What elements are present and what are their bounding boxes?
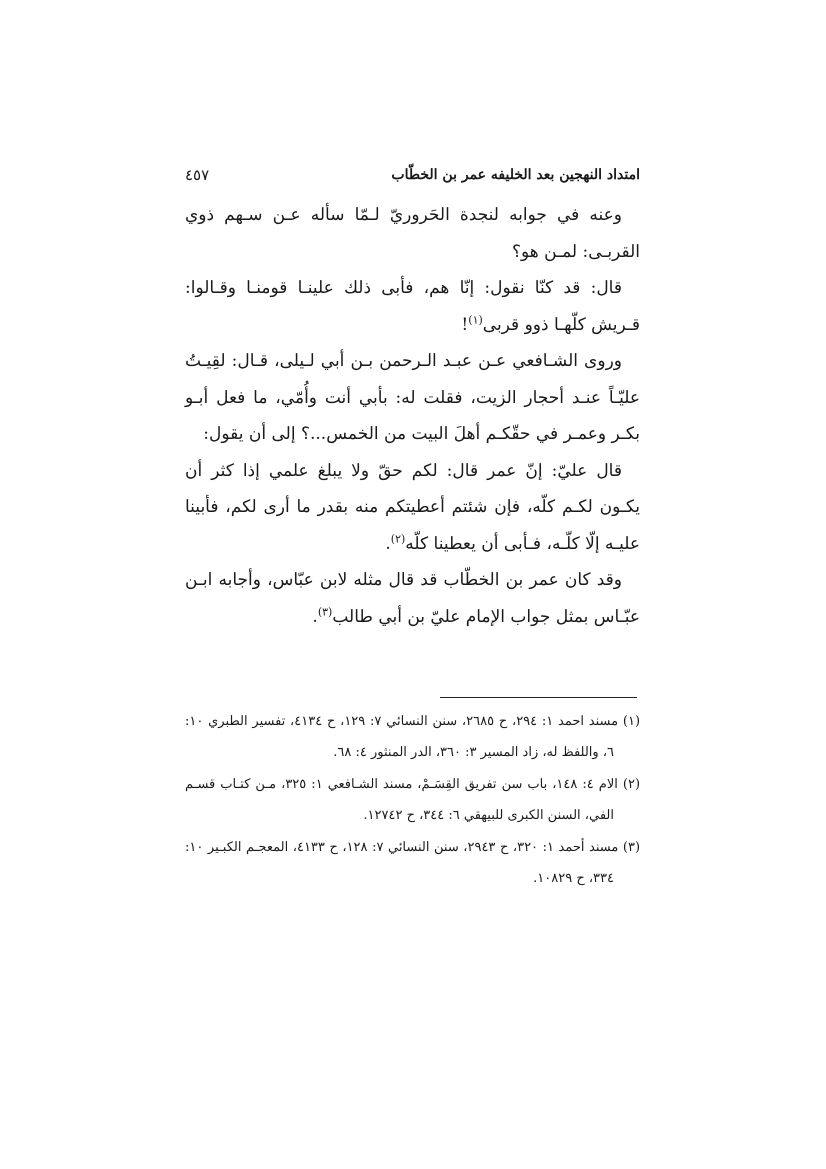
footnote: (٣) مسند أحمد ١: ٣٢٠، ح ٢٩٤٣، سنن النسائي ٧: ١٢٨، ح ٤١٣٣، المعجـم الكبـير ١٠: ٣٣٤، ح ١٠٨٢٩. <box>185 840 641 886</box>
paragraph <box>185 270 640 343</box>
footnote-separator <box>440 697 637 698</box>
paragraph <box>185 562 640 635</box>
paragraph-text: قال: قد كنّا نقول: إنّا هم، فأبى ذلك علينـا قومنـا وقـالوا: قـريش كلّهـا ذوو قربى <box>185 278 640 335</box>
paragraph <box>185 453 640 563</box>
running-header <box>185 160 640 190</box>
page-number: ٤٥٧ <box>185 166 210 184</box>
paragraph <box>185 197 640 270</box>
paragraph-tail: . <box>312 606 318 627</box>
paragraph-tail: . <box>385 533 391 554</box>
paragraph-text: وقد كان عمر بن الخطّاب قد قال مثله لابن عبّاس، وأجابه ابـن عبّـاس بمثل جواب الإمام عليّ بن أبي طالب <box>185 570 640 627</box>
paragraph-text: وعنه في جوابه لنجدة الحَروريّ لـمّا سأله عـن سـهم ذوي القربـى: لمـن هو؟ <box>185 205 640 262</box>
header-title: امتداد النهجين بعد الخليفه عمر بن الخطّاب <box>391 167 640 183</box>
footnote-reference[interactable]: (٣) <box>317 604 333 618</box>
footnote-reference[interactable]: (٢) <box>390 531 406 545</box>
footnote: (١) مسند احمد ١: ٢٩٤، ح ٢٦٨٥، سنن النسائي ٧: ١٢٩، ح ٤١٣٤، تفسير الطبري ١٠: ٦، واللفظ له، زاد المسير ٣: ٣٦٠، الدر المنثور ٤: ٦٨. <box>185 714 641 760</box>
paragraph-text: وروى الشـافعي عـن عبـد الـرحمن بـن أبي لـيلى، قـال: لقِيـتُ عليّـاً عنـد أحجار الزيت، فقلت له: بأبي أنت وأُمّي، ما فعل أبـو بكـر وعمـر في حقّكـم أهلَ البيت من الخمس...؟ إلى أن يقول: <box>185 351 640 444</box>
main-text <box>185 197 640 635</box>
footnotes <box>185 707 640 896</box>
footnote-reference[interactable]: (١) <box>468 312 483 326</box>
footnote: (٢) الام ٤: ١٤٨، باب سن تفريق القِسَـمْ، مسند الشـافعي ١: ٣٢٥، مـن كتـاب قسـم الفي، السنن الكبرى للبيهقي ٦: ٣٤٤، ح ١٢٧٤٢. <box>185 777 641 823</box>
paragraph-text: قال عليّ: إنّ عمر قال: لكم حقّ ولا يبلغ علمي إذا كثر أن يكـون لكـم كلّه، فإن شئتم أعطيتكم منه بقدر ما أرى لكم، فأبينا عليـه إلّا كلّـه، فـأبى أن يعطينا كلّه <box>185 460 640 554</box>
paragraph <box>185 343 640 453</box>
paragraph-tail: ! <box>461 314 469 335</box>
